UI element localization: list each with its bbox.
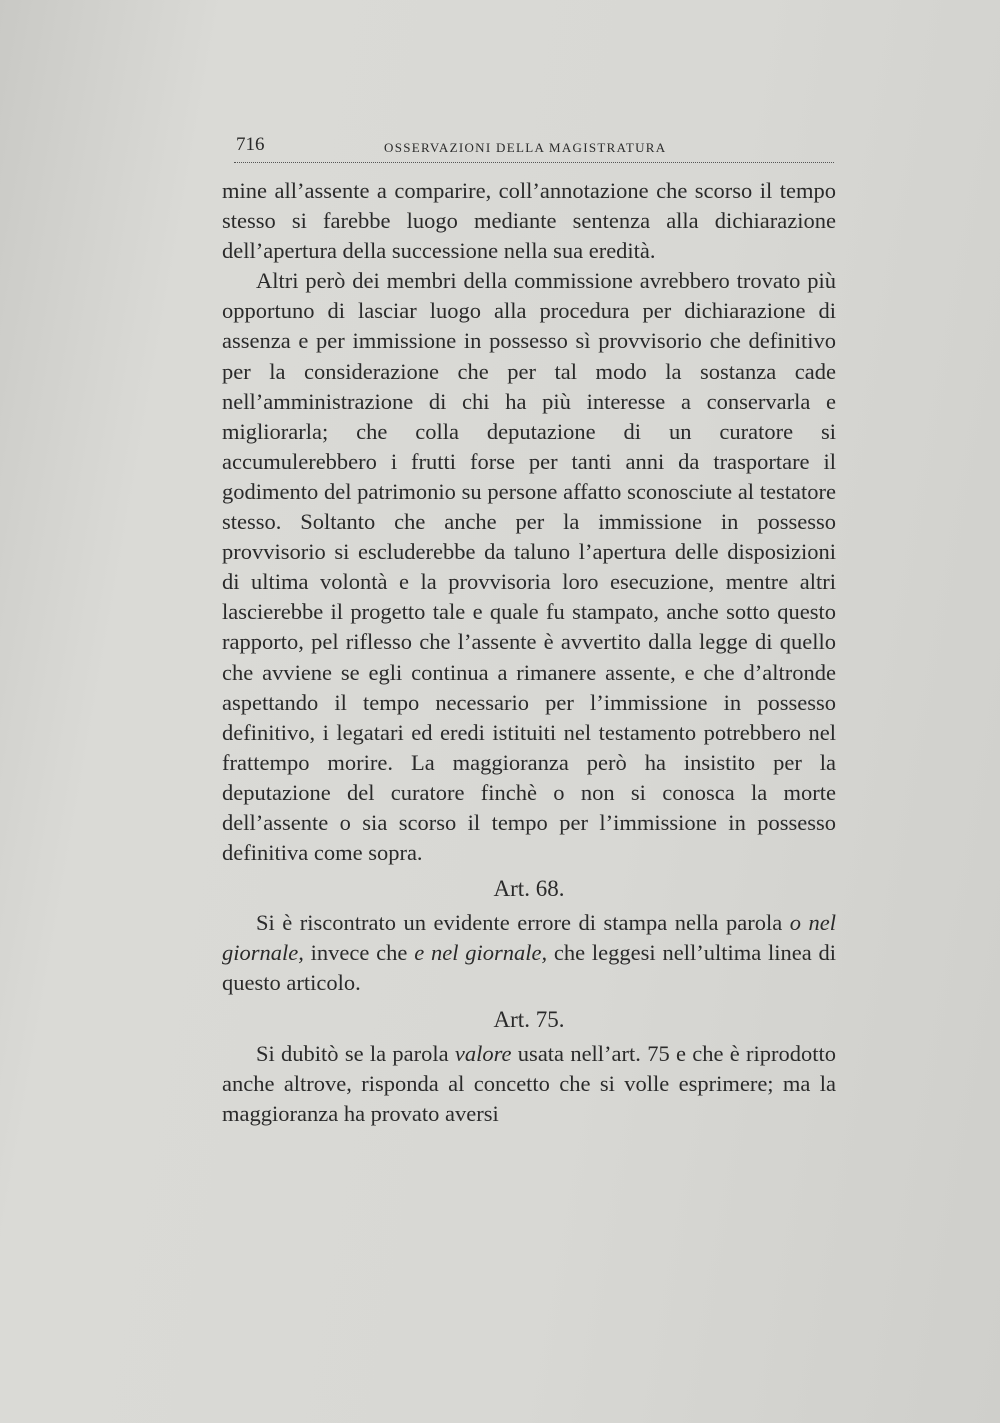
- paragraph-commission-opinion: Altri però dei membri della commissione avrebbero trovato più opportuno di lasciar luogo alla procedura per dichiarazione di assenza e per immissione in possesso sì provvisorio che definitivo per la considerazione che per tal modo la sostanza cade nell’amministrazione di chi ha più interesse a conservarla e migliorarla; che colla deputazione di un curatore si accumulerebbero i frutti forse per tanti anni da trasportare il godimento del patrimonio su persone affatto sconosciute al testatore stesso. Soltanto che anche per la immissione in possesso provvisorio si escluderebbe da taluno l’apertura delle disposizioni di ultima volontà e la provvisoria loro esecuzione, mentre altri lascierebbe il progetto tale e quale fu stampato, anche sotto questo rapporto, pel riflesso che l’assente è avvertito dalla legge di quello che avviene se egli continua a rimanere assente, e che d’altronde aspettando il tempo necessario per l’immissione in possesso definitivo, i legatari ed eredi istituiti nel testamento potrebbero nel frattempo morire. La maggioranza però ha insistito per la deputazione del curatore finchè o non si conosca la morte dell’assente o sia scorso il tempo per l’immissione in possesso definitiva come sopra.: [222, 268, 836, 866]
- text-span: Si dubitò se la parola: [256, 1040, 455, 1066]
- text-span: Si è riscontrato un evidente errore di stampa nella parola: [256, 910, 790, 936]
- paragraph-article-68: [222, 908, 836, 998]
- page-number: 716: [236, 134, 265, 155]
- italic-phrase: valore: [454, 1040, 512, 1066]
- text-span: usata nell’art. 75 e che è riprodotto anche altrove, risponda al concetto che si volle esprimere; ma la maggioranza ha provato aversi: [222, 1040, 836, 1126]
- body-text: [222, 176, 836, 1129]
- article-heading-75: Art. 75.: [493, 1006, 565, 1032]
- text-span: invece che: [303, 940, 415, 966]
- article-heading-68: Art. 68.: [493, 876, 565, 902]
- page-header: [234, 132, 834, 163]
- italic-phrase: o nel giornale,: [222, 910, 836, 966]
- paragraph-article-75: [222, 1039, 836, 1129]
- italic-phrase: e nel giornale,: [414, 940, 548, 966]
- text-span: che leggesi nell’ultima linea di questo articolo.: [222, 940, 836, 996]
- paragraph-continuation: mine all’assente a comparire, coll’annotazione che scorso il tempo stesso si farebbe luogo mediante sentenza alla dichiarazione dell’apertura della successione nella sua eredità.: [222, 178, 836, 264]
- running-title: OSSERVAZIONI DELLA MAGISTRATURA: [384, 140, 667, 155]
